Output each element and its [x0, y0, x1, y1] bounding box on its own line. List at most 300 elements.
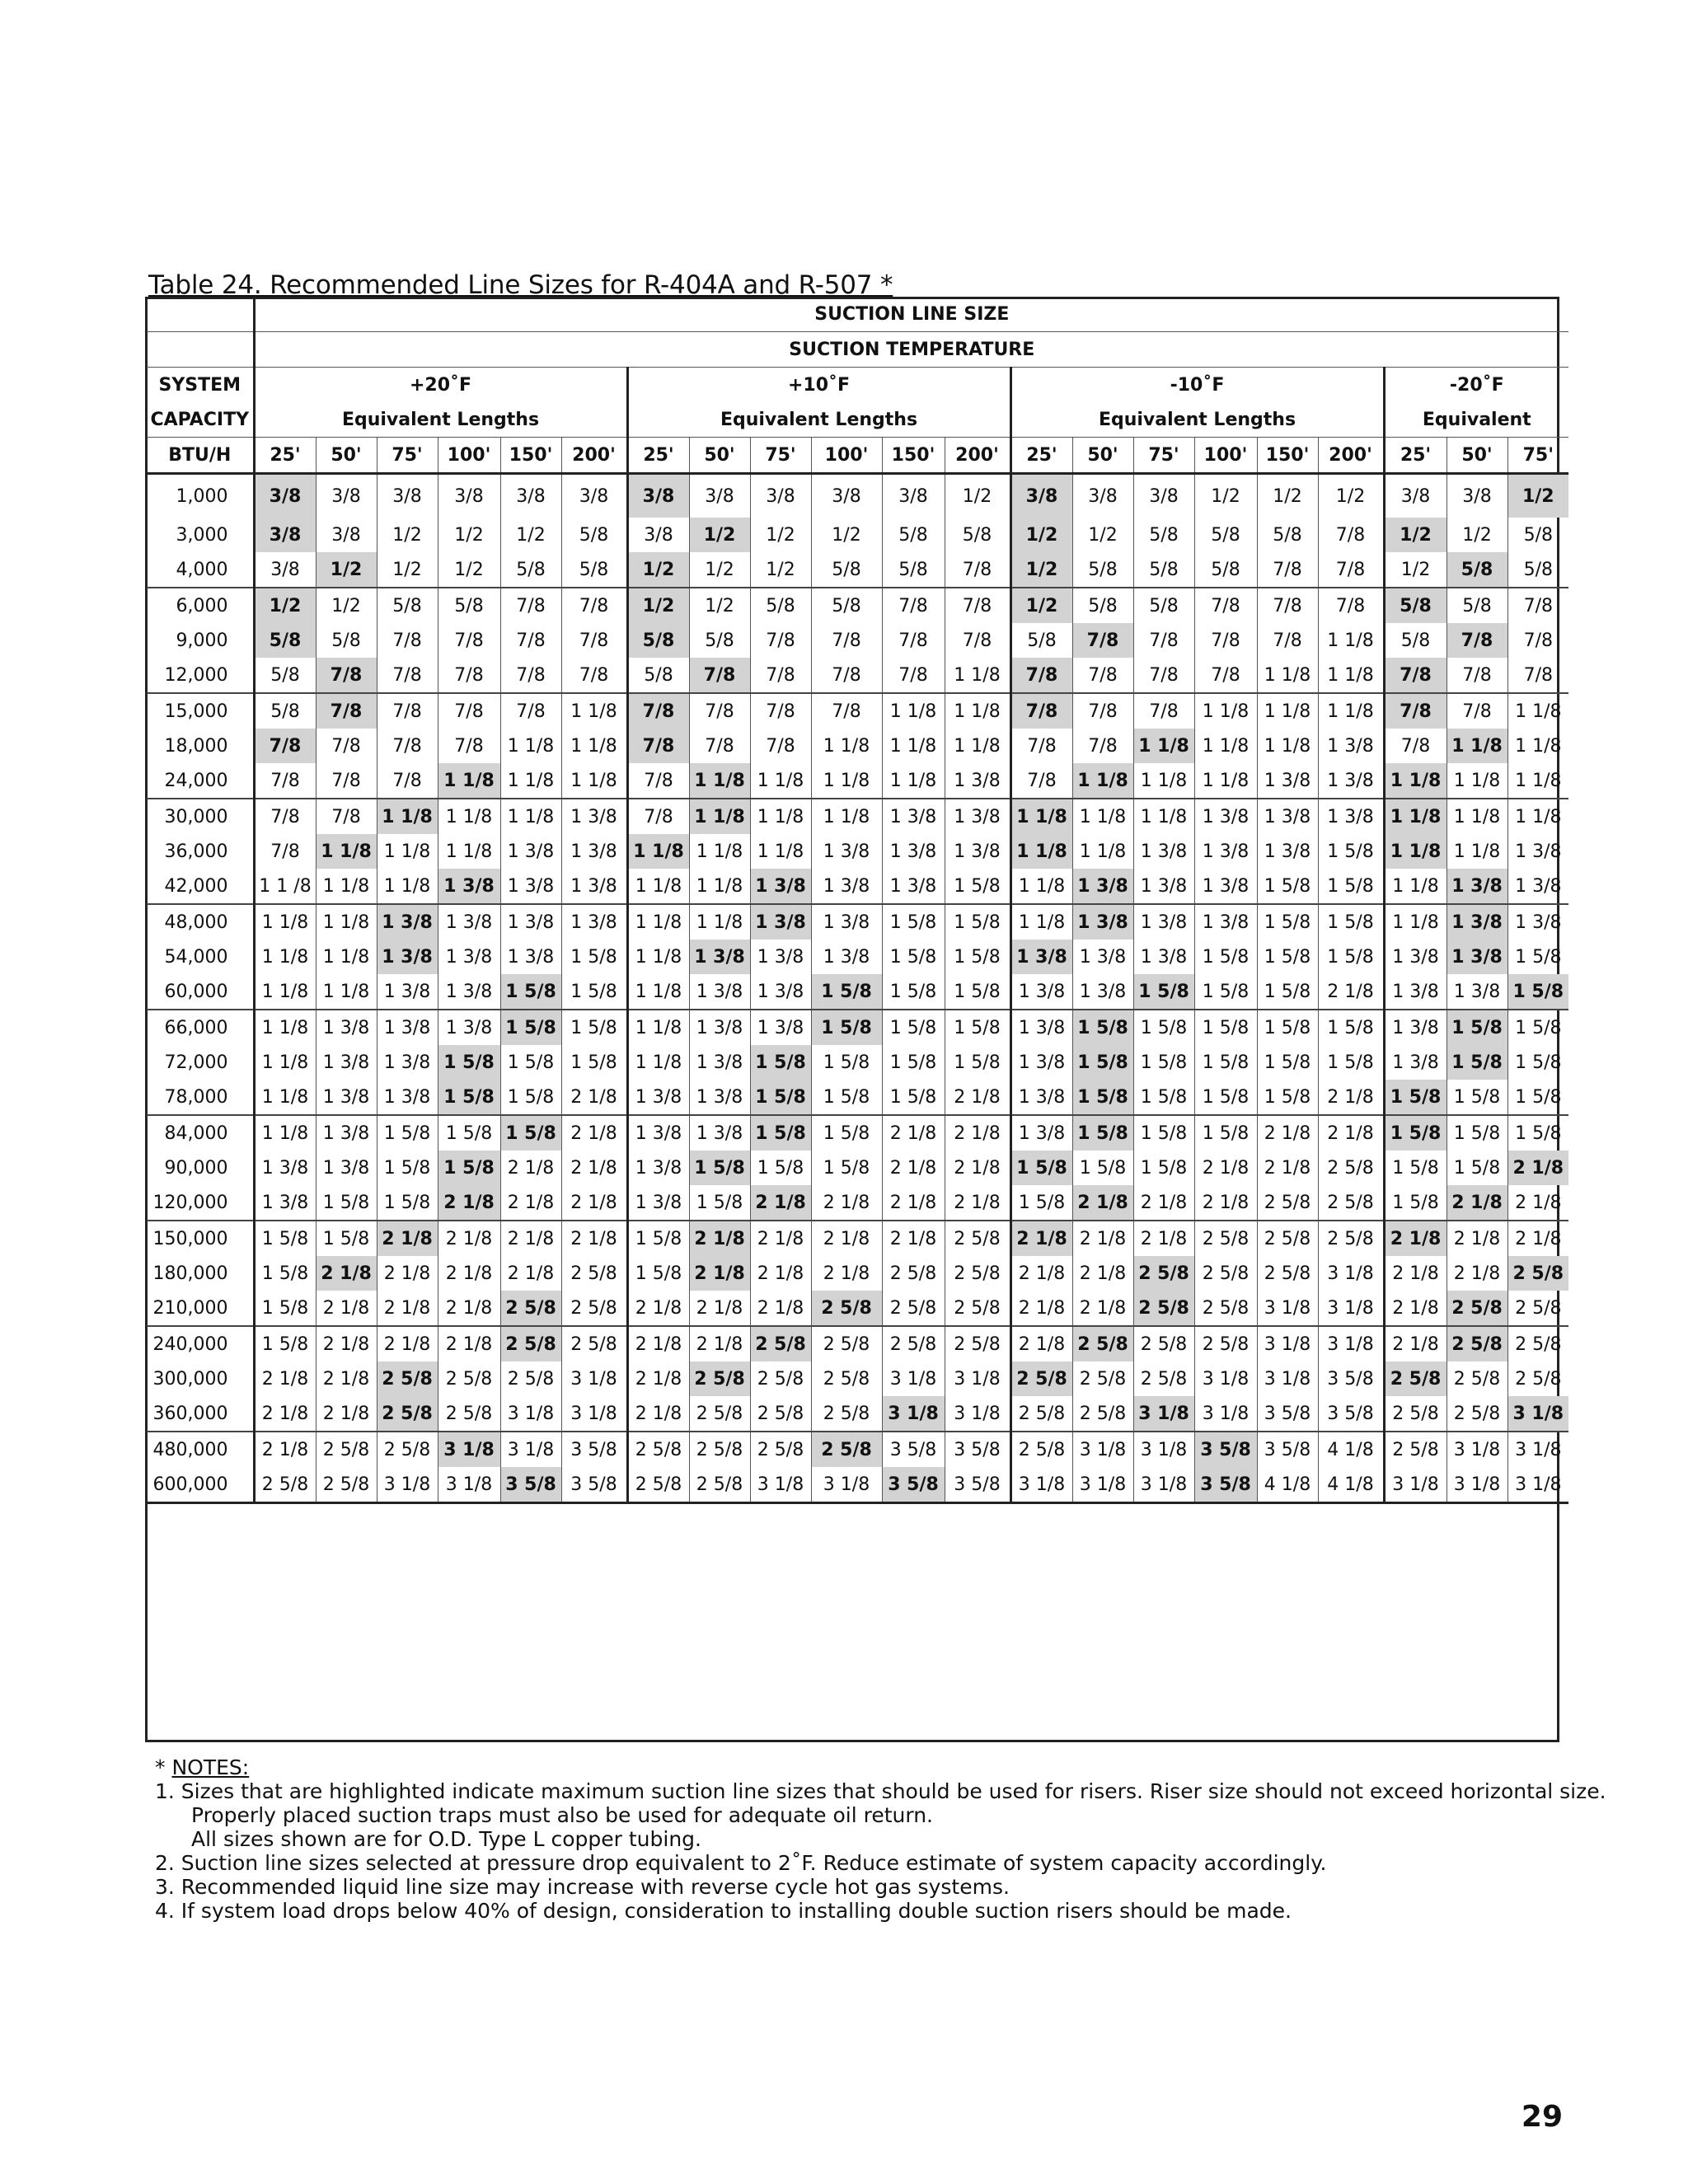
- size-cell: 2 1/8: [1318, 1115, 1384, 1151]
- size-cell: 5/8: [254, 658, 316, 693]
- size-cell: 2 1/8: [1384, 1256, 1447, 1291]
- size-cell: 1 3/8: [627, 1080, 689, 1115]
- size-cell: 1 5/8: [1318, 1010, 1384, 1045]
- size-cell: 1 3/8: [689, 1115, 750, 1151]
- size-cell: 1 1/8: [1507, 729, 1568, 763]
- highlighted-size-cell: 7/8: [1072, 623, 1133, 658]
- size-cell: 1 5/8: [945, 940, 1010, 974]
- highlighted-size-cell: 1 5/8: [750, 1115, 811, 1151]
- header-equivalent: Equivalent Lengths: [627, 402, 1010, 438]
- size-cell: 1 1/8: [377, 834, 438, 869]
- size-cell: 3 1/8: [1133, 1432, 1194, 1467]
- size-cell: 5/8: [627, 658, 689, 693]
- header-row-equivalent: [147, 402, 1568, 438]
- size-cell: 7/8: [500, 658, 561, 693]
- highlighted-size-cell: 2 1/8: [316, 1256, 377, 1291]
- highlighted-size-cell: 1 5/8: [1447, 1045, 1507, 1080]
- size-cell: 7/8: [438, 658, 500, 693]
- size-cell: 1/2: [689, 552, 750, 588]
- header-equivalent: Equivalent: [1384, 402, 1568, 438]
- highlighted-size-cell: 1 3/8: [1072, 869, 1133, 904]
- size-cell: 3 1/8: [1507, 1467, 1568, 1503]
- highlighted-size-cell: 1 1/8: [627, 834, 689, 869]
- size-cell: 1 1/8: [750, 834, 811, 869]
- note-1: 1. Sizes that are highlighted indicate maximum suction line sizes that should be used for risers. Riser size should not exceed horizontal size.: [155, 1779, 1606, 1803]
- size-cell: 1 5/8: [1194, 1045, 1257, 1080]
- size-cell: 1 1/8: [945, 729, 1010, 763]
- highlighted-size-cell: 2 1/8: [1010, 1221, 1072, 1256]
- size-cell: 2 5/8: [1010, 1432, 1072, 1467]
- size-cell: 1/2: [1384, 552, 1447, 588]
- highlighted-size-cell: 7/8: [1447, 623, 1507, 658]
- header-length: 75': [1507, 438, 1568, 474]
- size-cell: 5/8: [689, 623, 750, 658]
- size-cell: 3/8: [811, 474, 882, 518]
- size-cell: 1 1 /8: [254, 869, 316, 904]
- highlighted-size-cell: 7/8: [316, 658, 377, 693]
- size-cell: 1 1/8: [627, 940, 689, 974]
- size-cell: 1 5/8: [945, 1010, 1010, 1045]
- size-cell: 1 1/8: [1072, 799, 1133, 834]
- size-cell: 2 1/8: [882, 1185, 945, 1221]
- size-cell: 1 5/8: [882, 1080, 945, 1115]
- capacity-cell: 54,000: [164, 946, 228, 968]
- size-cell: 1 5/8: [1257, 1045, 1318, 1080]
- highlighted-size-cell: 1 5/8: [1507, 974, 1568, 1010]
- size-cell: 1/2: [1194, 474, 1257, 518]
- size-cell: 7/8: [561, 658, 627, 693]
- capacity-cell: 180,000: [152, 1263, 228, 1284]
- capacity-cell: 48,000: [147, 904, 254, 940]
- highlighted-size-cell: 1/2: [254, 588, 316, 623]
- highlighted-size-cell: 1 1/8: [1010, 834, 1072, 869]
- size-cell: 1 3/8: [377, 974, 438, 1010]
- size-cell: 1 3/8: [316, 1080, 377, 1115]
- size-cell: 1 5/8: [882, 940, 945, 974]
- header-system: SYSTEM: [147, 368, 254, 403]
- header-row-lengths: [147, 438, 1568, 474]
- size-cell: 1 5/8: [627, 1221, 689, 1256]
- header-length: 200': [561, 438, 627, 474]
- size-cell: 3 1/8: [500, 1432, 561, 1467]
- highlighted-size-cell: 1 5/8: [689, 1151, 750, 1185]
- size-cell: 2 5/8: [561, 1256, 627, 1291]
- highlighted-size-cell: 1 5/8: [1384, 1080, 1447, 1115]
- size-cell: 1 3/8: [689, 1080, 750, 1115]
- size-cell: 1 5/8: [500, 1080, 561, 1115]
- capacity-cell: 84,000: [147, 1115, 254, 1151]
- header-length: 25': [254, 438, 316, 474]
- size-cell: 1 5/8: [882, 974, 945, 1010]
- size-cell: 2 1/8: [316, 1291, 377, 1326]
- size-cell: 1 3/8: [811, 834, 882, 869]
- size-cell: 2 5/8: [689, 1396, 750, 1432]
- size-cell: 2 5/8: [882, 1291, 945, 1326]
- size-cell: 1 3/8: [1010, 1115, 1072, 1151]
- size-cell: 2 1/8: [627, 1396, 689, 1432]
- size-cell: 2 1/8: [438, 1326, 500, 1361]
- size-cell: 1 1/8: [627, 1010, 689, 1045]
- size-cell: 1 1/8: [1133, 763, 1194, 799]
- size-cell: 1 3/8: [500, 904, 561, 940]
- size-cell: 1 5/8: [811, 1115, 882, 1151]
- size-cell: 1 3/8: [945, 763, 1010, 799]
- size-cell: 1 5/8: [1194, 1010, 1257, 1045]
- size-cell: 1 5/8: [1257, 1080, 1318, 1115]
- size-cell: 2 5/8: [254, 1467, 316, 1503]
- highlighted-size-cell: 1 5/8: [500, 974, 561, 1010]
- size-cell: 7/8: [882, 658, 945, 693]
- highlighted-size-cell: 1 1/8: [377, 799, 438, 834]
- size-cell: 1 5/8: [1318, 904, 1384, 940]
- size-cell: 1/2: [1447, 518, 1507, 552]
- highlighted-size-cell: 2 1/8: [1072, 1185, 1133, 1221]
- size-cell: 1 1/8: [750, 799, 811, 834]
- size-cell: 4 1/8: [1318, 1432, 1384, 1467]
- size-cell: 1 3/8: [1384, 940, 1447, 974]
- size-cell: 5/8: [811, 552, 882, 588]
- size-cell: 3/8: [561, 474, 627, 518]
- header-length: 100': [1194, 438, 1257, 474]
- header-cell-empty: [147, 332, 254, 368]
- size-cell: 7/8: [882, 623, 945, 658]
- size-cell: 1 5/8: [1133, 1115, 1194, 1151]
- size-cell: 3/8: [689, 474, 750, 518]
- header-suction-temperature: SUCTION TEMPERATURE: [254, 332, 1568, 368]
- size-cell: 1 1/8: [1133, 799, 1194, 834]
- size-cell: 7/8: [377, 763, 438, 799]
- size-cell: 1 1/8: [689, 904, 750, 940]
- size-cell: 3/8: [500, 474, 561, 518]
- size-cell: 1 3/8: [500, 834, 561, 869]
- size-cell: 1 5/8: [377, 1185, 438, 1221]
- highlighted-size-cell: 2 1/8: [750, 1185, 811, 1221]
- size-cell: 7/8: [811, 658, 882, 693]
- size-cell: 1 1/8: [500, 799, 561, 834]
- header-length: 50': [689, 438, 750, 474]
- size-cell: 1 3/8: [1318, 729, 1384, 763]
- size-cell: 1 5/8: [561, 940, 627, 974]
- size-cell: 1 1/8: [750, 763, 811, 799]
- highlighted-size-cell: 1 1/8: [316, 834, 377, 869]
- size-cell: 5/8: [945, 518, 1010, 552]
- size-cell: 1 5/8: [882, 1010, 945, 1045]
- notes-star: *: [155, 1755, 172, 1779]
- header-temp: -10˚F: [1010, 368, 1384, 403]
- size-cell: 2 5/8: [1133, 1326, 1194, 1361]
- size-cell: 2 5/8: [1447, 1361, 1507, 1396]
- size-cell: 3 1/8: [811, 1467, 882, 1503]
- size-cell: 1 3/8: [627, 1185, 689, 1221]
- size-cell: 1 5/8: [500, 1045, 561, 1080]
- size-cell: 2 1/8: [1447, 1221, 1507, 1256]
- size-cell: 3 5/8: [945, 1432, 1010, 1467]
- size-cell: 3 5/8: [561, 1432, 627, 1467]
- size-cell: 1 1/8: [1257, 658, 1318, 693]
- highlighted-size-cell: 1 1/8: [438, 763, 500, 799]
- size-cell: 7/8: [1257, 552, 1318, 588]
- highlighted-size-cell: 1 5/8: [1384, 1115, 1447, 1151]
- size-cell: 2 5/8: [1384, 1396, 1447, 1432]
- highlighted-size-cell: 1 3/8: [438, 869, 500, 904]
- size-cell: 2 5/8: [811, 1326, 882, 1361]
- size-cell: 2 5/8: [316, 1467, 377, 1503]
- size-cell: 7/8: [1257, 623, 1318, 658]
- header-row-suction-temperature: [147, 332, 1568, 368]
- size-cell: 2 1/8: [561, 1080, 627, 1115]
- size-cell: 2 1/8: [750, 1221, 811, 1256]
- size-cell: 5/8: [882, 518, 945, 552]
- highlighted-size-cell: 1 3/8: [377, 940, 438, 974]
- highlighted-size-cell: 3 5/8: [1194, 1432, 1257, 1467]
- highlighted-size-cell: 2 1/8: [1447, 1185, 1507, 1221]
- highlighted-size-cell: 1 1/8: [689, 763, 750, 799]
- highlighted-size-cell: 7/8: [1010, 693, 1072, 729]
- size-cell: 2 1/8: [1010, 1256, 1072, 1291]
- highlighted-size-cell: 1/2: [316, 552, 377, 588]
- size-cell: 1 1/8: [1447, 799, 1507, 834]
- table-row: [147, 1115, 1568, 1151]
- size-cell: 1/2: [750, 518, 811, 552]
- size-cell: 1 3/8: [1507, 834, 1568, 869]
- size-cell: 1 3/8: [254, 1185, 316, 1221]
- size-cell: 7/8: [1318, 588, 1384, 623]
- size-cell: 2 1/8: [254, 1361, 316, 1396]
- size-cell: 1 1/8: [1318, 658, 1384, 693]
- size-cell: 1 3/8: [1010, 1010, 1072, 1045]
- highlighted-size-cell: 1 3/8: [1447, 940, 1507, 974]
- size-cell: 3 5/8: [1318, 1361, 1384, 1396]
- size-cell: 1 5/8: [1194, 1080, 1257, 1115]
- highlighted-size-cell: 2 5/8: [500, 1326, 561, 1361]
- highlighted-size-cell: 1 5/8: [1072, 1080, 1133, 1115]
- size-cell: 1 5/8: [945, 869, 1010, 904]
- size-cell: 2 1/8: [882, 1221, 945, 1256]
- notes-heading-line: [155, 1755, 1606, 1779]
- table-row: [147, 1221, 1568, 1256]
- size-cell: 2 5/8: [316, 1432, 377, 1467]
- size-cell: 1 3/8: [1507, 904, 1568, 940]
- note-2: 2. Suction line sizes selected at pressure drop equivalent to 2˚F. Reduce estimate of system capacity accordingly.: [155, 1851, 1327, 1875]
- capacity-cell: 600,000: [147, 1467, 254, 1503]
- capacity-cell: 15,000: [147, 693, 254, 729]
- header-suction-line-size: SUCTION LINE SIZE: [254, 297, 1568, 332]
- size-cell: 3 1/8: [882, 1361, 945, 1396]
- size-cell: 7/8: [1447, 693, 1507, 729]
- table-row: [147, 940, 1568, 974]
- size-cell: 1 1/8: [1447, 763, 1507, 799]
- size-cell: 1 5/8: [561, 974, 627, 1010]
- size-cell: 1 1/8: [1010, 904, 1072, 940]
- size-cell: 3 1/8: [1194, 1361, 1257, 1396]
- size-cell: 1 5/8: [377, 1115, 438, 1151]
- table-row: [147, 552, 1568, 588]
- size-cell: 1 3/8: [316, 1151, 377, 1185]
- size-cell: 2 1/8: [438, 1291, 500, 1326]
- capacity-cell: 18,000: [164, 735, 228, 757]
- highlighted-size-cell: 1 5/8: [438, 1080, 500, 1115]
- size-cell: 1 5/8: [811, 1080, 882, 1115]
- table-row: [147, 1185, 1568, 1221]
- note-4: 4. If system load drops below 40% of design, consideration to installing double suction risers should be made.: [155, 1899, 1292, 1923]
- table-row: [147, 588, 1568, 623]
- size-cell: 1 1/8: [1507, 763, 1568, 799]
- size-cell: 2 5/8: [1507, 1361, 1568, 1396]
- table-row: [147, 623, 1568, 658]
- table-row: [147, 1151, 1568, 1185]
- size-cell: 3/8: [882, 474, 945, 518]
- size-cell: 2 1/8: [945, 1115, 1010, 1151]
- size-cell: 1 1/8: [1447, 834, 1507, 869]
- size-cell: 1 5/8: [1318, 834, 1384, 869]
- header-length: 150': [1257, 438, 1318, 474]
- size-cell: 2 1/8: [750, 1291, 811, 1326]
- highlighted-size-cell: 3 5/8: [882, 1467, 945, 1503]
- note-1-cont-b: All sizes shown are for O.D. Type L copper tubing.: [191, 1827, 701, 1851]
- size-cell: 1 1/8: [1507, 799, 1568, 834]
- highlighted-size-cell: 2 5/8: [377, 1396, 438, 1432]
- size-cell: 1 1/8: [1010, 869, 1072, 904]
- highlighted-size-cell: 5/8: [1384, 588, 1447, 623]
- size-cell: 1 3/8: [945, 799, 1010, 834]
- highlighted-size-cell: 7/8: [1384, 658, 1447, 693]
- size-cell: 7/8: [627, 799, 689, 834]
- size-cell: 2 5/8: [750, 1432, 811, 1467]
- highlighted-size-cell: 2 1/8: [1507, 1151, 1568, 1185]
- size-cell: 7/8: [811, 623, 882, 658]
- size-cell: 2 5/8: [811, 1396, 882, 1432]
- highlighted-size-cell: 1 5/8: [500, 1115, 561, 1151]
- table-row: [147, 1010, 1568, 1045]
- size-cell: 1 1/8: [1194, 763, 1257, 799]
- size-cell: 1 3/8: [316, 1045, 377, 1080]
- size-cell: 1 5/8: [1133, 1151, 1194, 1185]
- table-row: [147, 729, 1568, 763]
- capacity-cell: 6,000: [147, 588, 254, 623]
- size-cell: 2 1/8: [1318, 974, 1384, 1010]
- capacity-cell: 66,000: [147, 1010, 254, 1045]
- size-cell: 1 1/8: [1257, 693, 1318, 729]
- size-cell: 7/8: [882, 588, 945, 623]
- size-cell: 1 1/8: [1384, 904, 1447, 940]
- size-cell: 3 5/8: [1257, 1396, 1318, 1432]
- header-btuh: BTU/H: [147, 438, 254, 474]
- highlighted-size-cell: 5/8: [254, 623, 316, 658]
- size-cell: 2 1/8: [561, 1115, 627, 1151]
- size-cell: 1 3/8: [1384, 1010, 1447, 1045]
- size-cell: 1 1/8: [254, 1115, 316, 1151]
- highlighted-size-cell: 3/8: [1010, 474, 1072, 518]
- size-cell: 1 5/8: [1318, 869, 1384, 904]
- capacity-cell: 24,000: [164, 770, 228, 791]
- size-cell: 1 5/8: [1507, 940, 1568, 974]
- highlighted-size-cell: 1 5/8: [811, 1010, 882, 1045]
- size-cell: 2 5/8: [561, 1326, 627, 1361]
- size-cell: 3 1/8: [561, 1361, 627, 1396]
- highlighted-size-cell: 1/2: [1507, 474, 1568, 518]
- size-cell: 1/2: [377, 518, 438, 552]
- size-cell: 5/8: [377, 588, 438, 623]
- size-cell: 7/8: [377, 693, 438, 729]
- size-cell: 7/8: [561, 623, 627, 658]
- size-cell: 3/8: [627, 518, 689, 552]
- size-cell: 7/8: [1072, 658, 1133, 693]
- size-cell: 1 1/8: [254, 904, 316, 940]
- size-cell: 3 5/8: [561, 1467, 627, 1503]
- size-cell: 5/8: [438, 588, 500, 623]
- table-row: [147, 904, 1568, 940]
- size-cell: 2 1/8: [1257, 1115, 1318, 1151]
- size-cell: 3 1/8: [1133, 1467, 1194, 1503]
- size-cell: 7/8: [1507, 658, 1568, 693]
- size-cell: 2 1/8: [1384, 1326, 1447, 1361]
- size-cell: 1 3/8: [561, 834, 627, 869]
- size-cell: 1/2: [1072, 518, 1133, 552]
- size-cell: 3/8: [1133, 474, 1194, 518]
- size-cell: 2 5/8: [1072, 1361, 1133, 1396]
- size-cell: 1 5/8: [254, 1326, 316, 1361]
- size-cell: 2 1/8: [689, 1291, 750, 1326]
- size-cell: 2 5/8: [561, 1291, 627, 1326]
- size-cell: 2 1/8: [1010, 1326, 1072, 1361]
- size-cell: 1 1/8: [254, 940, 316, 974]
- size-cell: 1 1/8: [500, 763, 561, 799]
- size-cell: 3 1/8: [1318, 1256, 1384, 1291]
- size-cell: 1 1/8: [1507, 693, 1568, 729]
- highlighted-size-cell: 1/2: [627, 552, 689, 588]
- size-cell: 1 1/8: [438, 799, 500, 834]
- size-cell: 1 1/8: [316, 869, 377, 904]
- size-cell: 1 3/8: [689, 1010, 750, 1045]
- size-cell: 1 1/8: [316, 940, 377, 974]
- size-cell: 7/8: [1384, 729, 1447, 763]
- size-cell: 1 5/8: [1257, 1010, 1318, 1045]
- size-cell: 3 5/8: [945, 1467, 1010, 1503]
- size-cell: 1 1/8: [811, 729, 882, 763]
- size-cell: 2 1/8: [811, 1221, 882, 1256]
- size-cell: 1 3/8: [377, 1080, 438, 1115]
- size-cell: 2 1/8: [561, 1221, 627, 1256]
- highlighted-size-cell: 2 1/8: [689, 1256, 750, 1291]
- size-cell: 7/8: [1072, 693, 1133, 729]
- size-cell: 7/8: [254, 834, 316, 869]
- header-temp: +10˚F: [627, 368, 1010, 403]
- highlighted-size-cell: 2 5/8: [811, 1432, 882, 1467]
- size-cell: 2 1/8: [1318, 1080, 1384, 1115]
- size-cell: 2 1/8: [377, 1291, 438, 1326]
- size-cell: 2 1/8: [627, 1361, 689, 1396]
- size-cell: 5/8: [882, 552, 945, 588]
- size-cell: 1 5/8: [254, 1256, 316, 1291]
- size-cell: 5/8: [1507, 552, 1568, 588]
- highlighted-size-cell: 1 5/8: [1072, 1115, 1133, 1151]
- size-cell: 1 5/8: [1010, 1185, 1072, 1221]
- size-cell: 1 3/8: [882, 799, 945, 834]
- size-cell: 2 1/8: [1194, 1185, 1257, 1221]
- size-cell: 5/8: [561, 518, 627, 552]
- size-cell: 1 3/8: [1447, 974, 1507, 1010]
- size-cell: 2 1/8: [1257, 1151, 1318, 1185]
- table-row: [147, 974, 1568, 1010]
- size-cell: 5/8: [316, 623, 377, 658]
- size-cell: 7/8: [750, 623, 811, 658]
- size-cell: 1 3/8: [1257, 834, 1318, 869]
- size-cell: 5/8: [561, 552, 627, 588]
- size-cell: 1 5/8: [945, 1045, 1010, 1080]
- highlighted-size-cell: 3/8: [254, 518, 316, 552]
- size-cell: 5/8: [254, 693, 316, 729]
- size-cell: 7/8: [438, 623, 500, 658]
